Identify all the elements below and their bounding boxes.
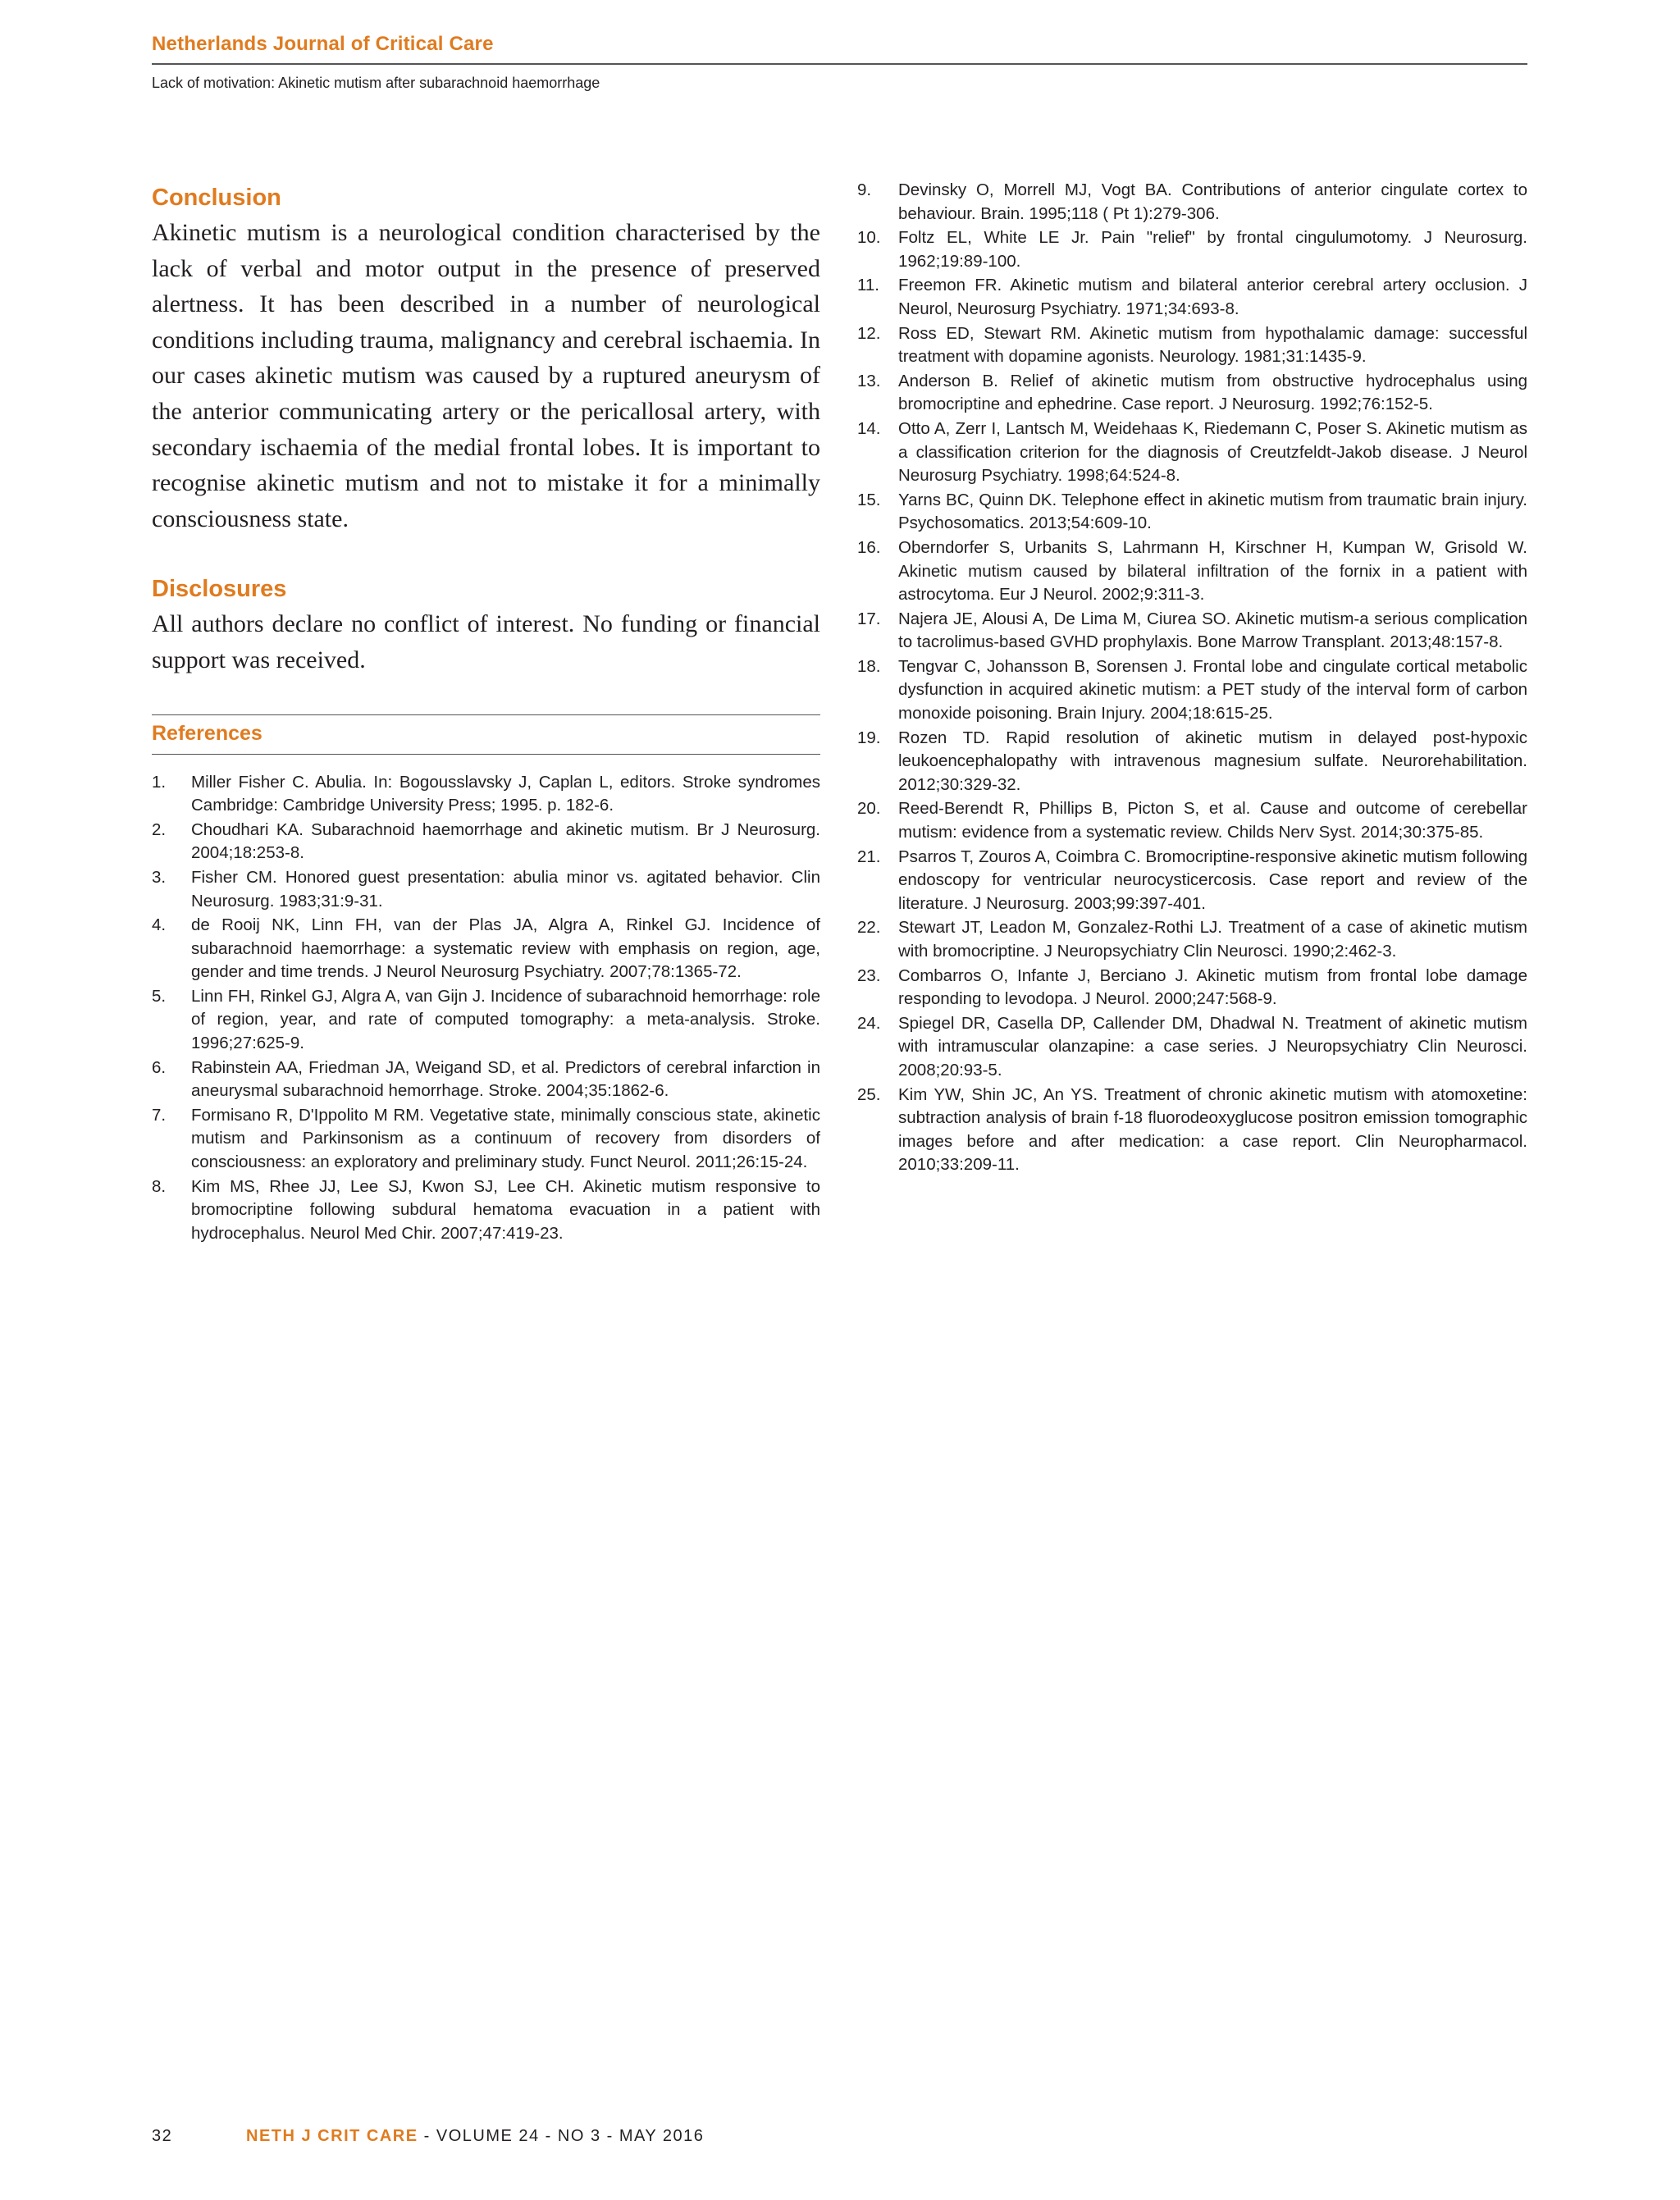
disclosures-heading: Disclosures <box>152 576 287 603</box>
reference-number: 6. <box>152 1057 167 1077</box>
reference-text: Stewart JT, Leadon M, Gonzalez-Rothi LJ. Treatment of a case of akinetic mutism with bromocriptine. J Neuropsychiatry Clin Neurosci. 1990;2:462-3. <box>898 918 1527 961</box>
reference-text: Miller Fisher C. Abulia. In: Bogousslavsky J, Caplan L, editors. Stroke syndromes Cambridge: Cambridge University Press; 1995. p. 182-6. <box>191 772 820 815</box>
reference-number: 24. <box>857 1013 881 1033</box>
conclusion-heading: Conclusion <box>152 185 281 211</box>
reference-item <box>857 274 1527 321</box>
journal-title: Netherlands Journal of Critical Care <box>152 33 494 55</box>
reference-item <box>857 179 1527 226</box>
header-divider <box>152 63 1527 65</box>
reference-item <box>152 866 820 913</box>
reference-text: Kim MS, Rhee JJ, Lee SJ, Kwon SJ, Lee CH. Akinetic mutism responsive to bromocriptine following subdural hematoma evacuation in a patient with hydrocephalus. Neurol Med Chir. 2007;47:419-23. <box>191 1176 820 1243</box>
reference-item <box>857 226 1527 273</box>
right-column <box>857 179 1527 1178</box>
reference-item <box>857 965 1527 1011</box>
reference-item <box>857 536 1527 607</box>
reference-number: 9. <box>857 180 872 199</box>
reference-number: 2. <box>152 819 167 839</box>
reference-list-left <box>152 771 820 1246</box>
reference-item <box>857 1012 1527 1083</box>
reference-item <box>857 846 1527 916</box>
reference-number: 5. <box>152 986 167 1006</box>
reference-text: Spiegel DR, Casella DP, Callender DM, Dhadwal N. Treatment of akinetic mutism with intramuscular olanzapine: a case series. J Neuropsychiatry Clin Neurosci. 2008;20:93-5. <box>898 1013 1527 1079</box>
reference-number: 12. <box>857 323 881 343</box>
reference-text: Choudhari KA. Subarachnoid haemorrhage and akinetic mutism. Br J Neurosurg. 2004;18:253-8. <box>191 819 820 863</box>
reference-text: Formisano R, D'Ippolito M RM. Vegetative state, minimally conscious state, akinetic mutism and Parkinsonism as a continuum of recovery from disorders of consciousness: an exploratory and preliminary study. Funct Neurol. 2011;26:15-24. <box>191 1105 820 1172</box>
reference-item <box>857 655 1527 726</box>
reference-number: 18. <box>857 656 881 676</box>
reference-item <box>857 727 1527 797</box>
reference-number: 17. <box>857 609 881 628</box>
reference-text: Rozen TD. Rapid resolution of akinetic mutism in delayed post-hypoxic leukoencephalopathy with intravenous magnesium sulfate. Neurorehabilitation. 2012;30:329-32. <box>898 728 1527 794</box>
reference-number: 10. <box>857 228 881 248</box>
references-divider-bottom <box>152 754 820 755</box>
reference-item <box>857 322 1527 369</box>
conclusion-text: Akinetic mutism is a neurological condition characterised by the lack of verbal and motor output in the presence of preserved alertness. It has been described in a number of neurological conditions including trauma, malignancy and cerebral ischaemia. In our cases akinetic mutism was caused by a ruptured aneurysm of the anterior communicating artery or the pericallosal artery, with secondary ischaemia of the medial frontal lobes. It is important to recognise akinetic mutism and not to mistake it for a minimally consciousness state. <box>152 219 820 532</box>
reference-item <box>152 1175 820 1246</box>
reference-number: 13. <box>857 371 881 390</box>
references-divider-top <box>152 714 820 715</box>
reference-number: 16. <box>857 537 881 557</box>
reference-number: 1. <box>152 772 167 792</box>
reference-text: Linn FH, Rinkel GJ, Algra A, van Gijn J. Incidence of subarachnoid hemorrhage: role of region, year, and rate of computed tomography: a meta-analysis. Stroke. 1996;27:625-9. <box>191 986 820 1053</box>
reference-item <box>857 418 1527 488</box>
reference-item <box>857 370 1527 417</box>
reference-number: 20. <box>857 799 881 819</box>
reference-item <box>152 1104 820 1175</box>
reference-text: Foltz EL, White LE Jr. Pain "relief" by frontal cingulumotomy. J Neurosurg. 1962;19:89-100. <box>898 228 1527 271</box>
reference-item <box>857 489 1527 536</box>
reference-text: Anderson B. Relief of akinetic mutism from obstructive hydrocephalus using bromocriptine and ephedrine. Case report. J Neurosurg. 1992;76:152-5. <box>898 371 1527 414</box>
page-footer <box>152 2127 704 2146</box>
reference-text: Yarns BC, Quinn DK. Telephone effect in akinetic mutism from traumatic brain injury. Psychosomatics. 2013;54:609-10. <box>898 490 1527 533</box>
reference-item <box>857 1084 1527 1177</box>
running-title: Lack of motivation: Akinetic mutism after subarachnoid haemorrhage <box>152 75 600 91</box>
reference-number: 14. <box>857 418 881 438</box>
reference-text: de Rooij NK, Linn FH, van der Plas JA, Algra A, Rinkel GJ. Incidence of subarachnoid haemorrhage: a systematic review with emphasis on region, age, gender and time trends. J Neurol Neurosurg Psychiatry. 2007;78:1365-72. <box>191 915 820 982</box>
reference-item <box>152 771 820 818</box>
reference-number: 21. <box>857 847 881 866</box>
footer-issue: - VOLUME 24 - NO 3 - MAY 2016 <box>418 2127 705 2145</box>
reference-item <box>857 608 1527 655</box>
reference-item <box>152 819 820 865</box>
reference-text: Reed-Berendt R, Phillips B, Picton S, et al. Cause and outcome of cerebellar mutism: evidence from a systematic review. Childs Nerv Syst. 2014;30:375-85. <box>898 799 1527 842</box>
reference-number: 19. <box>857 728 881 747</box>
reference-number: 25. <box>857 1084 881 1104</box>
reference-number: 8. <box>152 1176 167 1196</box>
reference-item <box>152 914 820 984</box>
reference-number: 23. <box>857 965 881 985</box>
reference-text: Devinsky O, Morrell MJ, Vogt BA. Contributions of anterior cingulate cortex to behaviour. Brain. 1995;118 ( Pt 1):279-306. <box>898 180 1527 223</box>
reference-number: 4. <box>152 915 167 935</box>
reference-text: Kim YW, Shin JC, An YS. Treatment of chronic akinetic mutism with atomoxetine: subtraction analysis of brain f-18 fluorodeoxyglucose positron emission tomographic images before and after medication: a case report. Clin Neuropharmacol. 2010;33:209-11. <box>898 1084 1527 1175</box>
reference-text: Fisher CM. Honored guest presentation: abulia minor vs. agitated behavior. Clin Neurosurg. 1983;31:9-31. <box>191 867 820 911</box>
reference-item <box>152 985 820 1056</box>
reference-item <box>152 1057 820 1103</box>
reference-number: 7. <box>152 1105 167 1125</box>
reference-text: Ross ED, Stewart RM. Akinetic mutism from hypothalamic damage: successful treatment with dopamine agonists. Neurology. 1981;31:1435-9. <box>898 323 1527 367</box>
reference-number: 15. <box>857 490 881 509</box>
reference-text: Combarros O, Infante J, Berciano J. Akinetic mutism from frontal lobe damage responding to levodopa. J Neurol. 2000;247:568-9. <box>898 965 1527 1009</box>
reference-text: Rabinstein AA, Friedman JA, Weigand SD, et al. Predictors of cerebral infarction in aneurysmal subarachnoid hemorrhage. Stroke. 2004;35:1862-6. <box>191 1057 820 1101</box>
reference-text: Otto A, Zerr I, Lantsch M, Weidehaas K, Riedemann C, Poser S. Akinetic mutism as a classification criterion for the diagnosis of Creutzfeldt-Jakob disease. J Neurol Neurosurg Psychiatry. 1998;64:524-8. <box>898 418 1527 486</box>
reference-text: Freemon FR. Akinetic mutism and bilateral anterior cerebral artery occlusion. J Neurol, Neurosurg Psychiatry. 1971;34:693-8. <box>898 276 1527 318</box>
reference-number: 3. <box>152 867 167 887</box>
footer-journal-abbrev: NETH J CRIT CARE <box>246 2127 418 2145</box>
reference-text: Najera JE, Alousi A, De Lima M, Ciurea SO. Akinetic mutism-a serious complication to tacrolimus-based GVHD prophylaxis. Bone Marrow Transplant. 2013;48:157-8. <box>898 609 1527 652</box>
page-number: 32 <box>152 2127 173 2145</box>
disclosures-text: All authors declare no conflict of interest. No funding or financial support was received. <box>152 610 820 673</box>
left-column <box>152 185 820 1246</box>
reference-text: Tengvar C, Johansson B, Sorensen J. Frontal lobe and cingulate cortical metabolic dysfunction in acquired akinetic mutism: a PET study of the interval form of carbon monoxide poisoning. Brain Injury. 2004;18:615-25. <box>898 656 1527 723</box>
reference-number: 22. <box>857 918 881 938</box>
reference-text: Oberndorfer S, Urbanits S, Lahrmann H, Kirschner H, Kumpan W, Grisold W. Akinetic mutism caused by bilateral infiltration of the fornix in a patient with astrocytoma. Eur J Neurol. 2002;9:311-3. <box>898 537 1527 605</box>
reference-item <box>857 916 1527 963</box>
reference-number: 11. <box>857 276 879 295</box>
references-heading: References <box>152 721 262 745</box>
page-header <box>152 33 1527 92</box>
reference-text: Psarros T, Zouros A, Coimbra C. Bromocriptine-responsive akinetic mutism following endoscopy for ventricular neurocysticercosis. Case report and review of the literature. J Neurosurg. 2003;99:397-401. <box>898 847 1527 913</box>
reference-list-right <box>857 179 1527 1177</box>
reference-item <box>857 797 1527 844</box>
